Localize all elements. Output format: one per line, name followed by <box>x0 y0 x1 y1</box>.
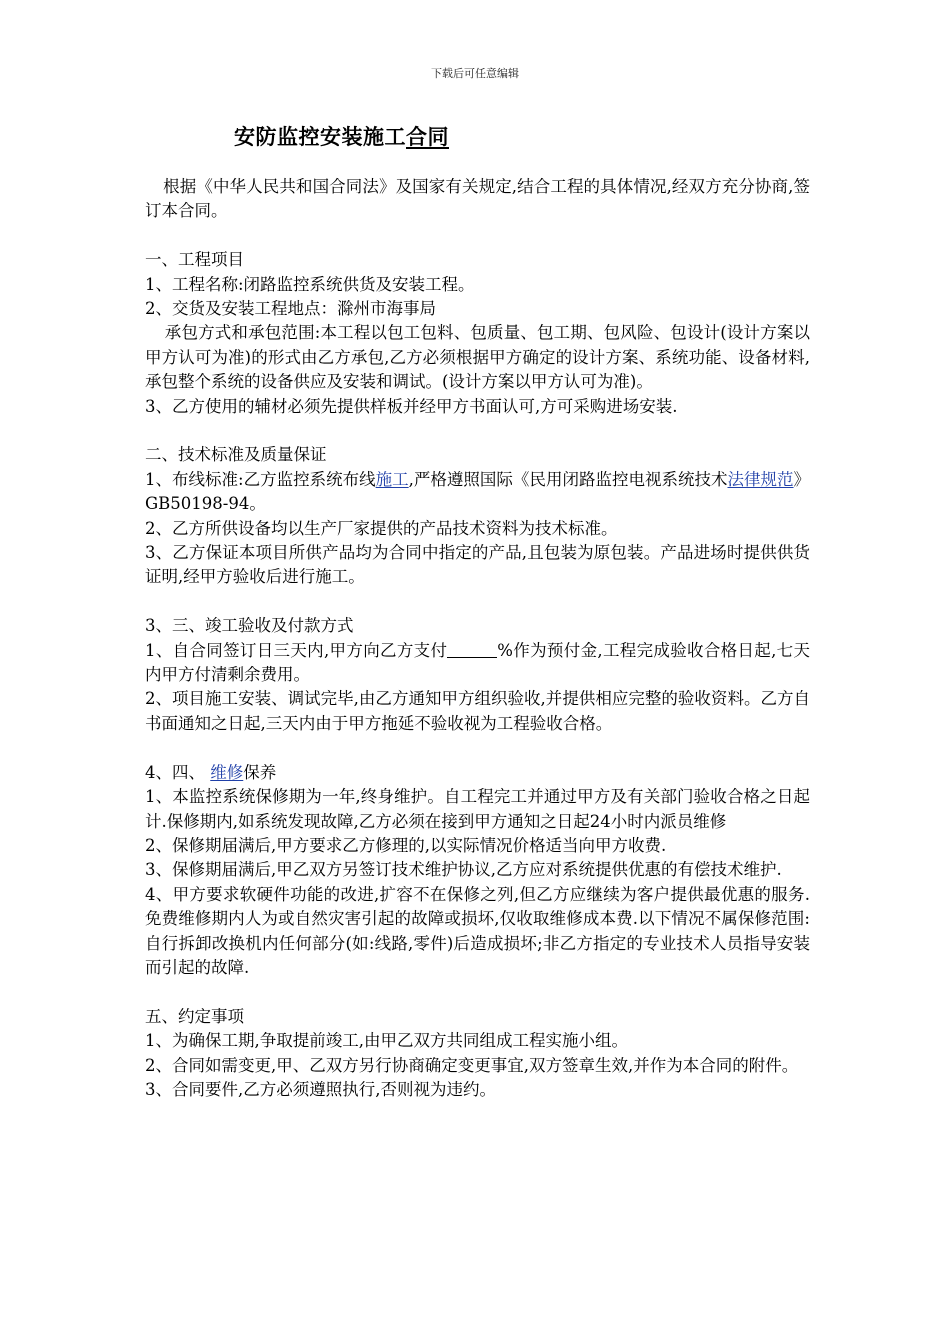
section-5-item-2: 2、合同如需变更,甲、乙双方另行协商确定变更事宜,双方签章生效,并作为本合同的附件。 <box>145 1055 799 1075</box>
document-body <box>145 175 810 1102</box>
section-1-heading: 一、工程项目 <box>145 250 244 270</box>
section-5-heading: 五、约定事项 <box>145 1006 244 1026</box>
section-4-item-2: 2、保修期届满后,甲方要求乙方修理的,以实际情况价格适当向甲方收费. <box>145 835 667 855</box>
s2-item1-text-c: 》GB50198-94。 <box>145 469 811 514</box>
section-4-item-4: 4、甲方要求软硬件功能的改进,扩容不在保修之列,但乙方应继续为客户提供最优惠的服务.免费维修期内人为或自然灾害引起的故障或损坏,仅收取维修成本费.以下情况不属保修范围:自行拆卸改换机内任何部分(如:线路,零件)后造成损坏;非乙方指定的专业技术人员指导安装而引起的故障. <box>145 884 810 977</box>
s4-heading-text-a: 4、四、 <box>145 762 205 782</box>
title-underlined: 合同 <box>406 124 449 149</box>
s3-item1-text-a: 1、自合同签订日三天内,甲方向乙方支付 <box>145 640 448 660</box>
section-4-item-1: 1、本监控系统保修期为一年,终身维护。自工程完工并通过甲方及有关部门验收合格之日起计.保修期内,如系统发现故障,乙方必须在接到甲方通知之日起24小时内派员维修 <box>145 787 810 831</box>
section-3-heading: 3、三、竣工验收及付款方式 <box>145 616 354 636</box>
section-2-heading: 二、技术标准及质量保证 <box>145 445 327 465</box>
s2-item1-text-b: ,严格遵照国际《民用闭路监控电视系统技术 <box>408 469 728 489</box>
intro-paragraph: 根据《中华人民共和国合同法》及国家有关规定,结合工程的具体情况,经双方充分协商,签订本合同。 <box>145 177 810 221</box>
section-4-item-3: 3、保修期届满后,甲乙双方另签订技术维护协议,乙方应对系统提供优惠的有偿技术维护. <box>145 860 782 880</box>
section-1-item-3: 3、乙方使用的辅材必须先提供样板并经甲方书面认可,方可采购进场安装. <box>145 396 678 416</box>
section-1-item-2: 2、交货及安装工程地点：滁州市海事局 <box>145 299 436 319</box>
section-3-item-2: 2、项目施工安装、调试完毕,由乙方通知甲方组织验收,并提供相应完整的验收资料。乙方自书面通知之日起,三天内由于甲方拖延不验收视为工程验收合格。 <box>145 689 810 733</box>
payment-percent-blank <box>447 641 497 658</box>
title-main: 安防监控安装施工 <box>234 124 406 149</box>
header-note: 下载后可任意编辑 <box>431 67 519 80</box>
section-2-item-2: 2、乙方所供设备均以生产厂家提供的产品技术资料为技术标准。 <box>145 518 618 538</box>
section-2-item-1 <box>145 468 810 517</box>
section-5-item-1: 1、为确保工期,争取提前竣工,由甲乙双方共同组成工程实施小组。 <box>145 1031 628 1051</box>
section-5-item-3: 3、合同要件,乙方必须遵照执行,否则视为违约。 <box>145 1079 496 1099</box>
section-2-item-3: 3、乙方保证本项目所供产品均为合同中指定的产品,且包装为原包装。产品进场时提供供货证明,经甲方验收后进行施工。 <box>145 543 810 587</box>
construction-link[interactable]: 施工 <box>375 469 409 489</box>
s2-item1-text-a: 1、布线标准:乙方监控系统布线 <box>145 469 376 489</box>
section-3-item-1 <box>145 639 810 688</box>
s3-item1-text-b: %作为预付金,工程完成验收合格日起,七天内甲方付清剩余费用。 <box>145 640 811 685</box>
maintenance-link[interactable]: 维修 <box>210 762 244 782</box>
section-1-item-1: 1、工程名称:闭路监控系统供货及安装工程。 <box>145 274 475 294</box>
legal-spec-link[interactable]: 法律规范 <box>727 469 794 489</box>
s4-heading-text-b: 保养 <box>243 762 277 782</box>
section-4-heading <box>145 761 810 785</box>
document-title <box>234 123 449 151</box>
section-1-scope: 承包方式和承包范围:本工程以包工包料、包质量、包工期、包风险、包设计(设计方案以甲方认可为准)的形式由乙方承包,乙方必须根据甲方确定的设计方案、系统功能、设备材料,承包整个系统的设备供应及安装和调试。(设计方案以甲方认可为准)。 <box>145 323 810 392</box>
